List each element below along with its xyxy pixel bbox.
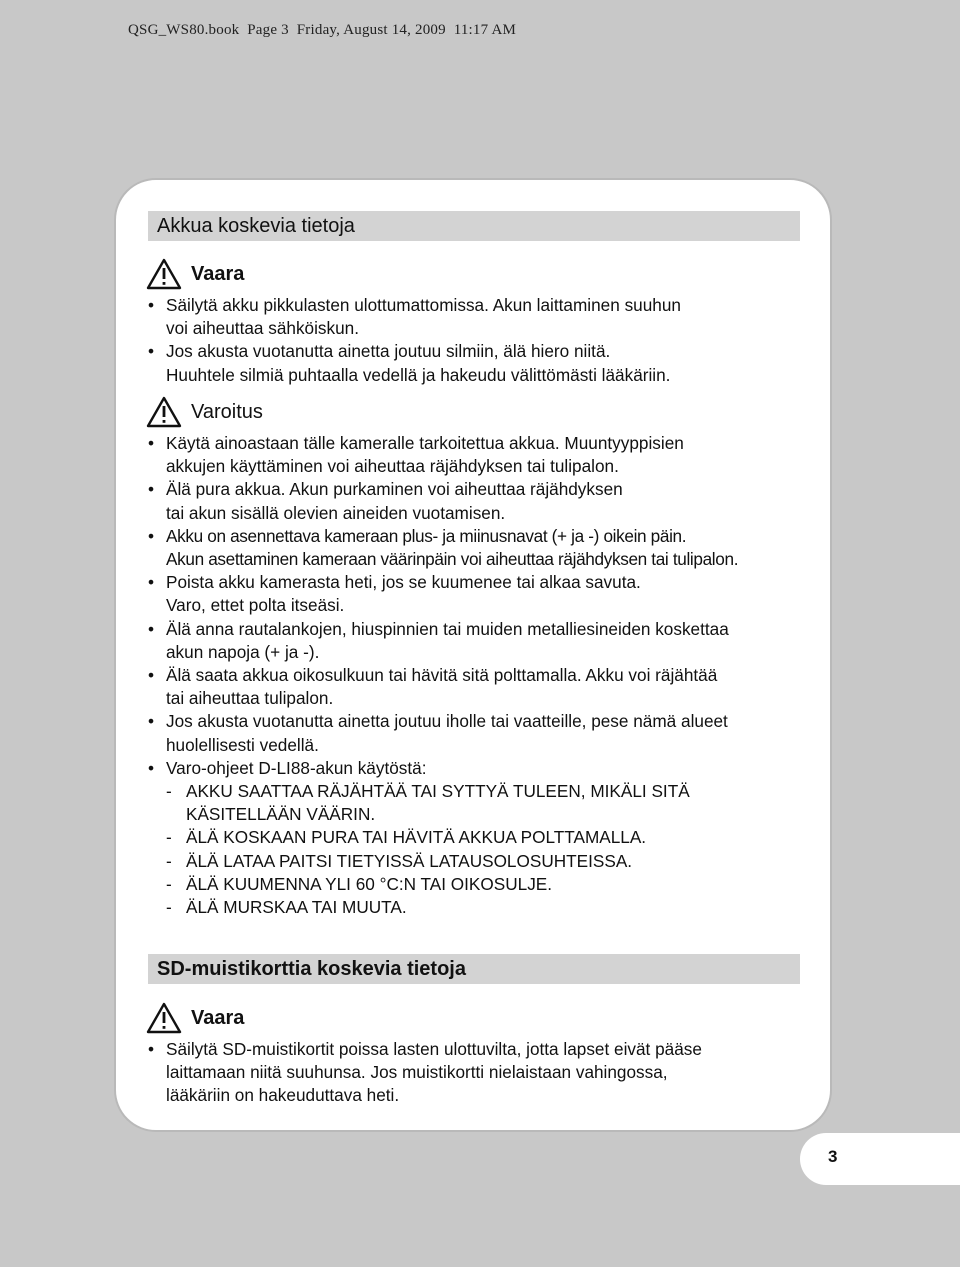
battery-danger-list	[146, 294, 816, 387]
list-item: • Älä pura akkua. Akun purkaminen voi aiheuttaa räjähdyksen tai akun sisällä olevien aineiden vuotamisen.	[146, 478, 816, 524]
dli88-intro: • Varo-ohjeet D-LI88-akun käytöstä:	[166, 757, 427, 778]
sdcard-danger-list	[146, 1038, 816, 1108]
list-item: • Jos akusta vuotanutta ainetta joutuu iholle tai vaatteille, pese nämä alueet huolellisesti vedellä.	[146, 710, 816, 756]
caution-label: Varoitus	[191, 400, 263, 423]
sdcard-danger-heading	[146, 1003, 244, 1033]
list-item: • Älä saata akkua oikosulkuun tai hävitä sitä polttamalla. Akku voi räjähtää tai aiheuttaa tulipalon.	[146, 664, 816, 710]
list-item: • Poista akku kamerasta heti, jos se kuumenee tai alkaa savuta. Varo, ettet polta itseäsi.	[146, 571, 816, 617]
list-item	[146, 757, 816, 919]
battery-danger-heading	[146, 259, 244, 289]
list-item: • Käytä ainoastaan tälle kameralle tarkoitettua akkua. Muuntyyppisien akkujen käyttäminen voi aiheuttaa räjähdyksen tai tulipalon.	[146, 432, 816, 478]
list-item: • Säilytä SD-muistikortit poissa lasten ulottuvilta, jotta lapset eivät pääse laittamaan niitä suuhunsa. Jos muistikortti nielaistaan vahingossa, lääkäriin on hakeuduttava heti.	[146, 1038, 816, 1108]
list-item: • Älä anna rautalankojen, hiuspinnien tai muiden metalliesineiden koskettaa akun napoja (+ ja -).	[146, 618, 816, 664]
page-number-tab	[800, 1133, 960, 1185]
warning-triangle-icon	[146, 258, 182, 290]
sub-list-item: - AKKU SAATTAA RÄJÄHTÄÄ TAI SYTTYÄ TULEEN, MIKÄLI SITÄ KÄSITELLÄÄN VÄÄRIN.	[166, 781, 690, 825]
battery-section-title: Akkua koskevia tietoja	[148, 211, 800, 241]
danger-label: Vaara	[191, 262, 245, 285]
sub-list-item: - ÄLÄ MURSKAA TAI MUUTA.	[166, 897, 407, 918]
list-item: • Akku on asennettava kameraan plus- ja miinusnavat (+ ja -) oikein päin. Akun asettaminen kameraan väärinpäin voi aiheuttaa räjähdyksen tai tulipalon.	[146, 525, 816, 571]
danger-label: Vaara	[191, 1006, 245, 1029]
warning-triangle-icon	[146, 396, 182, 428]
list-item: • Jos akusta vuotanutta ainetta joutuu silmiin, älä hiero niitä. Huuhtele silmiä puhtaalla vedellä ja hakeudu välittömästi lääkäriin.	[146, 340, 816, 386]
sub-list-item: - ÄLÄ LATAA PAITSI TIETYISSÄ LATAUSOLOSUHTEISSA.	[166, 850, 633, 871]
book-header-line: QSG_WS80.book Page 3 Friday, August 14, 2009 11:17 AM	[128, 22, 517, 38]
page-number: 3	[828, 1147, 838, 1166]
list-item: • Säilytä akku pikkulasten ulottumattomissa. Akun laittaminen suuhun voi aiheuttaa sähköiskun.	[146, 294, 816, 340]
battery-caution-list	[146, 432, 816, 919]
warning-triangle-icon	[146, 1002, 182, 1034]
sdcard-section-title: SD-muistikorttia koskevia tietoja	[148, 954, 800, 984]
battery-caution-heading	[146, 397, 263, 427]
sub-list-item: - ÄLÄ KUUMENNA YLI 60 °C:N TAI OIKOSULJE.	[166, 873, 553, 894]
dli88-warning-list	[166, 780, 816, 919]
sub-list-item: - ÄLÄ KOSKAAN PURA TAI HÄVITÄ AKKUA POLTTAMALLA.	[166, 827, 647, 848]
